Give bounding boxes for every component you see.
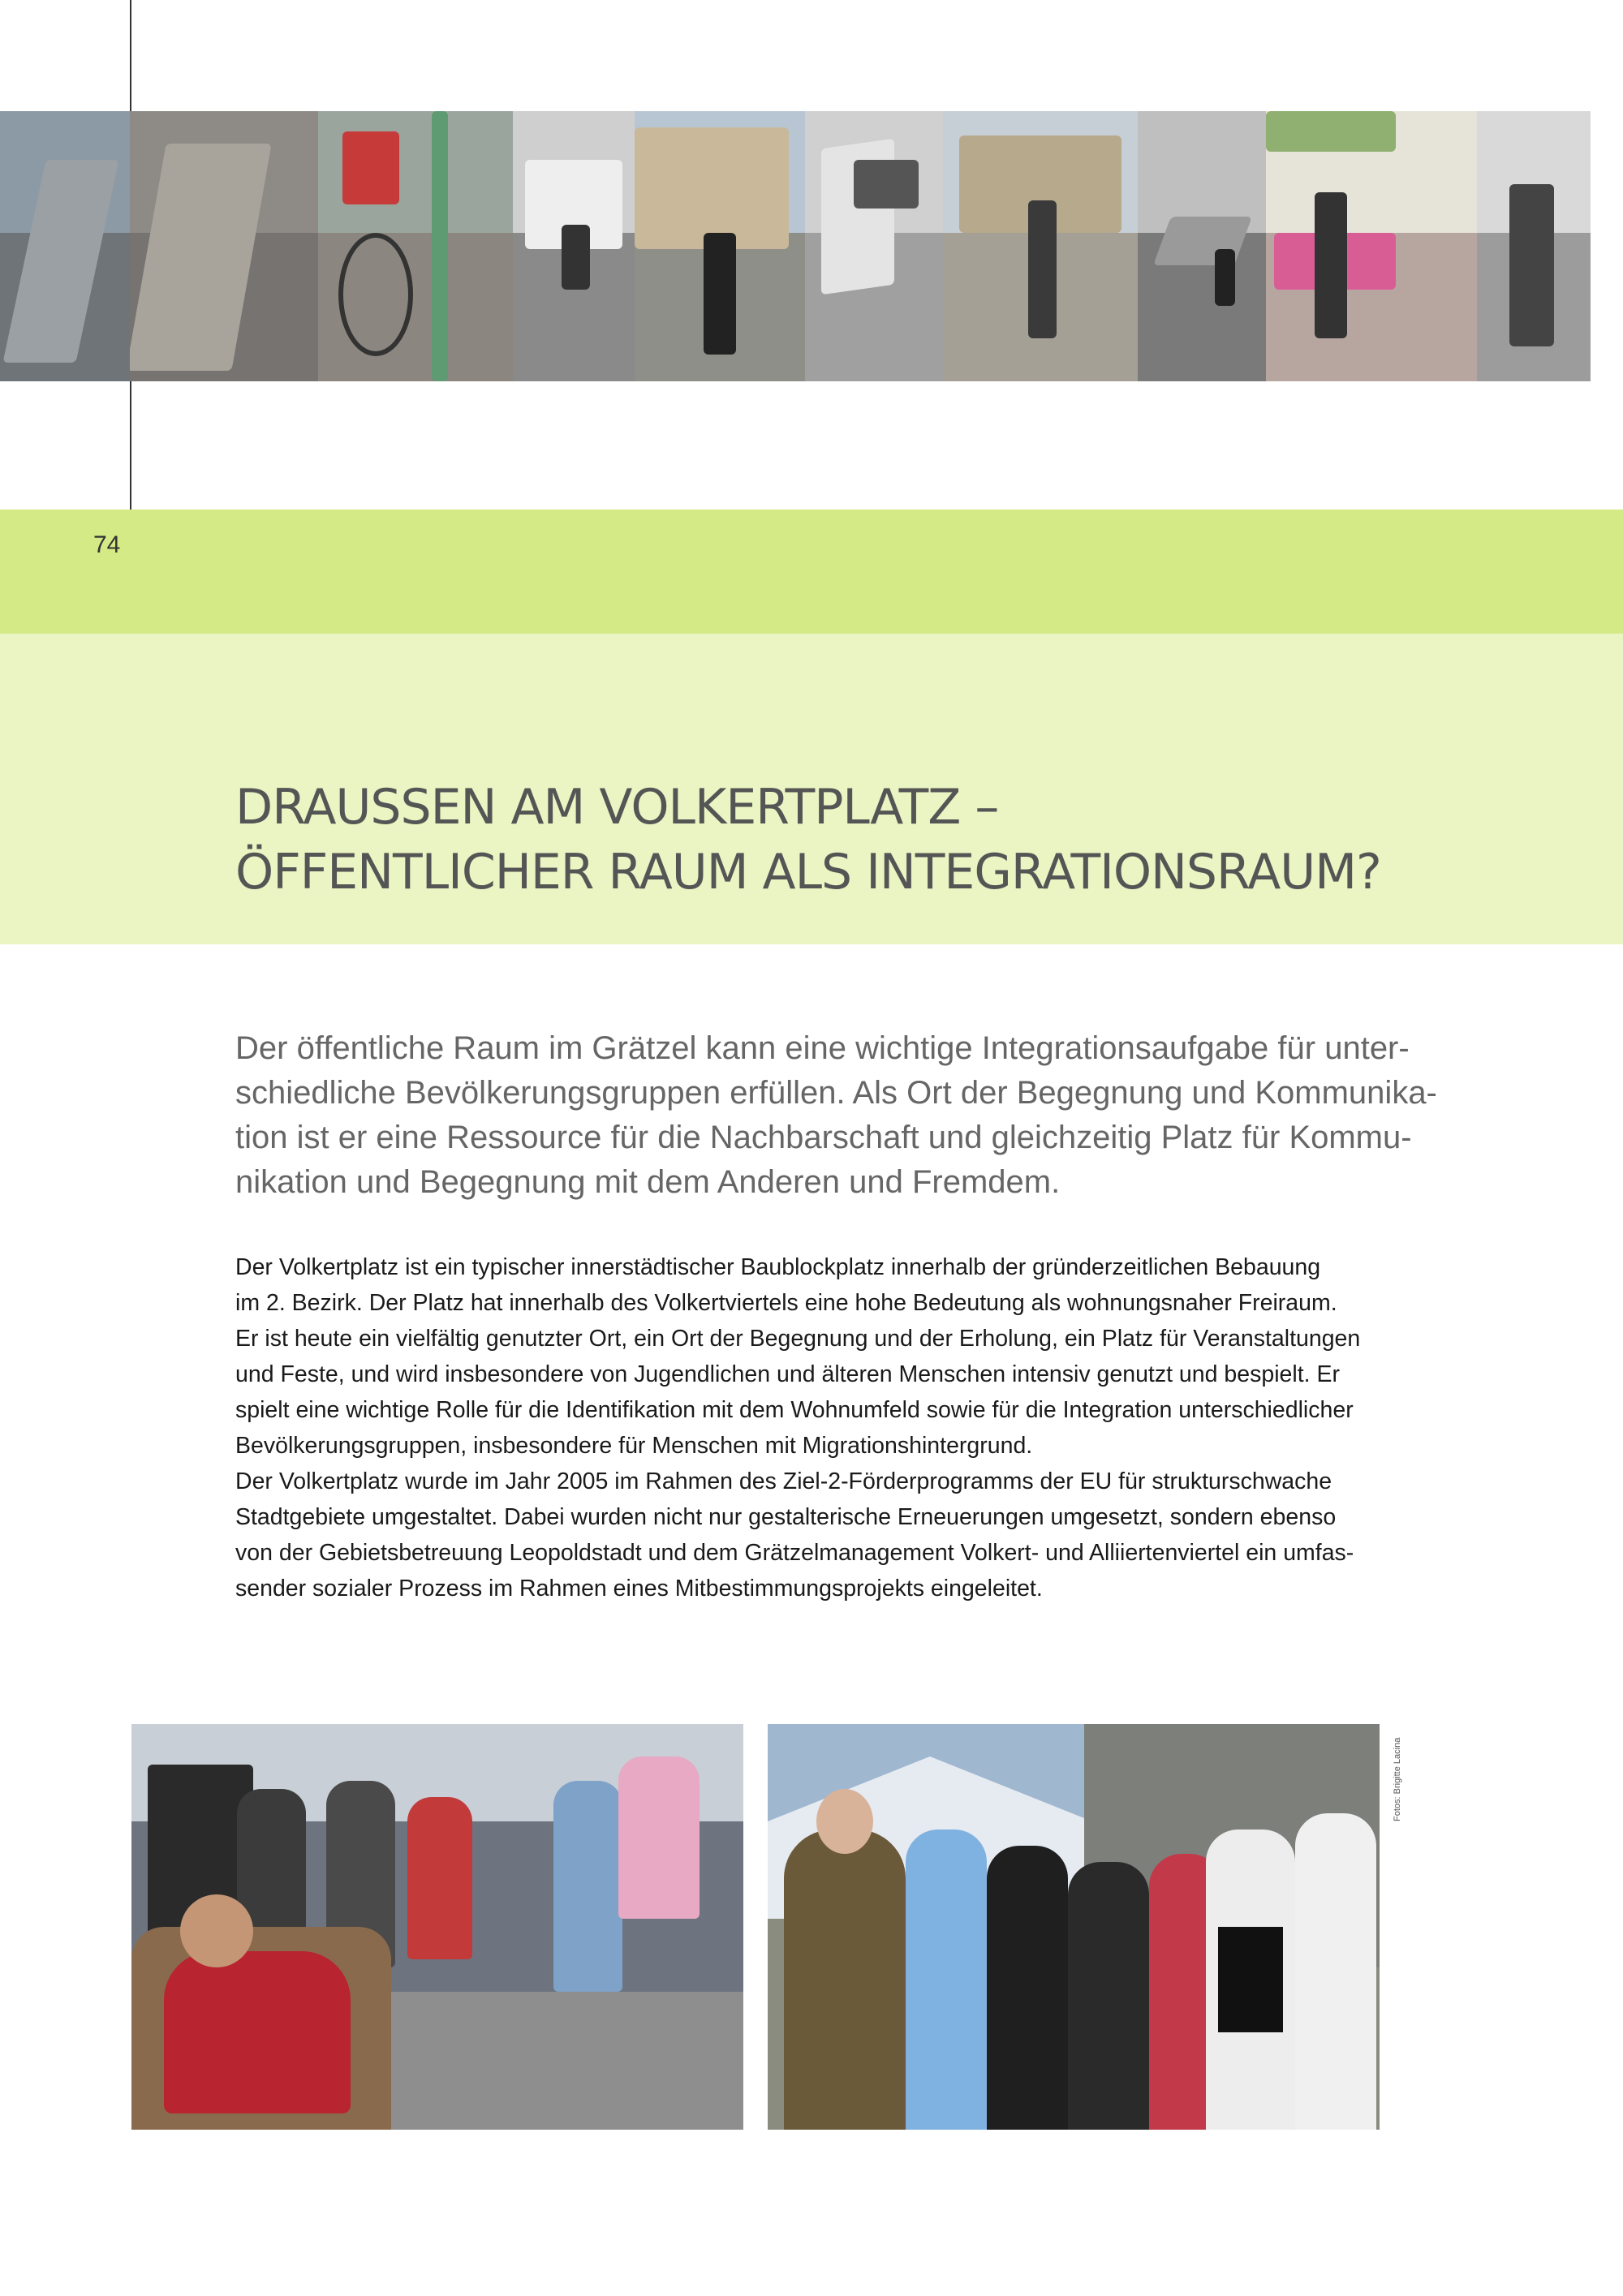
body-line: von der Gebietsbetreuung Leopoldstadt und dem Grätzelmanagement Volkert- und Alliiertenviertel ein umfas- bbox=[235, 1540, 1354, 1566]
market-square-photo bbox=[130, 111, 318, 381]
lead-paragraph bbox=[235, 1026, 1437, 1205]
body-line: und Feste, und wird insbesondere von Jugendlichen und älteren Menschen intensiv genutzt und bespielt. Er bbox=[235, 1361, 1340, 1387]
title-line-2: ÖFFENTLICHER RAUM ALS INTEGRATIONSRAUM? bbox=[235, 844, 1381, 901]
lead-line: Der öffentliche Raum im Grätzel kann eine wichtige Integrationsaufgabe für unter- bbox=[235, 1030, 1410, 1066]
cyclist-photo bbox=[318, 111, 513, 381]
body-line: Er ist heute ein vielfältig genutzter Ort, ein Ort der Begegnung und der Erholung, ein Platz für Veranstaltungen bbox=[235, 1326, 1361, 1352]
body-paragraph bbox=[235, 1249, 1388, 1606]
body-line: Stadtgebiete umgestaltet. Dabei wurden nicht nur gestalterische Erneuerungen umgesetzt, sondern ebenso bbox=[235, 1504, 1337, 1530]
lead-line: nikation und Begegnung mit dem Anderen und Fremdem. bbox=[235, 1164, 1061, 1200]
title-line-1: DRAUSSEN AM VOLKERTPLATZ – bbox=[235, 779, 999, 836]
header-band bbox=[0, 510, 1623, 634]
lead-line: schiedliche Bevölkerungsgruppen erfüllen. Als Ort der Begegnung und Kommunika- bbox=[235, 1075, 1437, 1111]
body-line: spielt eine wichtige Rolle für die Identifikation mit dem Wohnumfeld sowie für die Integration unterschiedlicher bbox=[235, 1397, 1354, 1423]
street-bw-photo bbox=[805, 111, 943, 381]
photo-strip bbox=[0, 111, 1623, 381]
page-title bbox=[235, 775, 1453, 905]
page-number: 74 bbox=[93, 531, 121, 558]
body-line: Der Volkertplatz wurde im Jahr 2005 im Rahmen des Ziel-2-Förderprogramms der EU für strukturschwache bbox=[235, 1468, 1332, 1494]
market-bw-photo bbox=[1477, 111, 1591, 381]
skater-bw-photo bbox=[1138, 111, 1266, 381]
aerial-square-photo bbox=[0, 111, 130, 381]
juggler-square-photo bbox=[943, 111, 1138, 381]
body-line: sender sozialer Prozess im Rahmen eines Mitbestimmungsprojekts eingeleitet. bbox=[235, 1576, 1043, 1602]
body-line: Der Volkertplatz ist ein typischer innerstädtischer Baublockplatz innerhalb der gründerzeitlichen Bebauung bbox=[235, 1254, 1321, 1280]
kiosk-bw-photo bbox=[513, 111, 635, 381]
festival-group-photo bbox=[768, 1724, 1380, 2130]
body-line: im 2. Bezirk. Der Platz hat innerhalb des Volkertviertels eine hohe Bedeutung als wohnungsnaher Freiraum. bbox=[235, 1290, 1337, 1316]
body-line: Bevölkerungsgruppen, insbesondere für Menschen mit Migrationshintergrund. bbox=[235, 1433, 1033, 1459]
photo-credit: Fotos: Brigitte Lacina bbox=[1393, 1737, 1402, 1821]
buildings-runner-photo bbox=[635, 111, 805, 381]
lead-line: tion ist er eine Ressource für die Nachbarschaft und gleichzeitig Platz für Kommu- bbox=[235, 1120, 1412, 1155]
market-tent-photo bbox=[1266, 111, 1477, 381]
kids-interview-photo bbox=[131, 1724, 743, 2130]
